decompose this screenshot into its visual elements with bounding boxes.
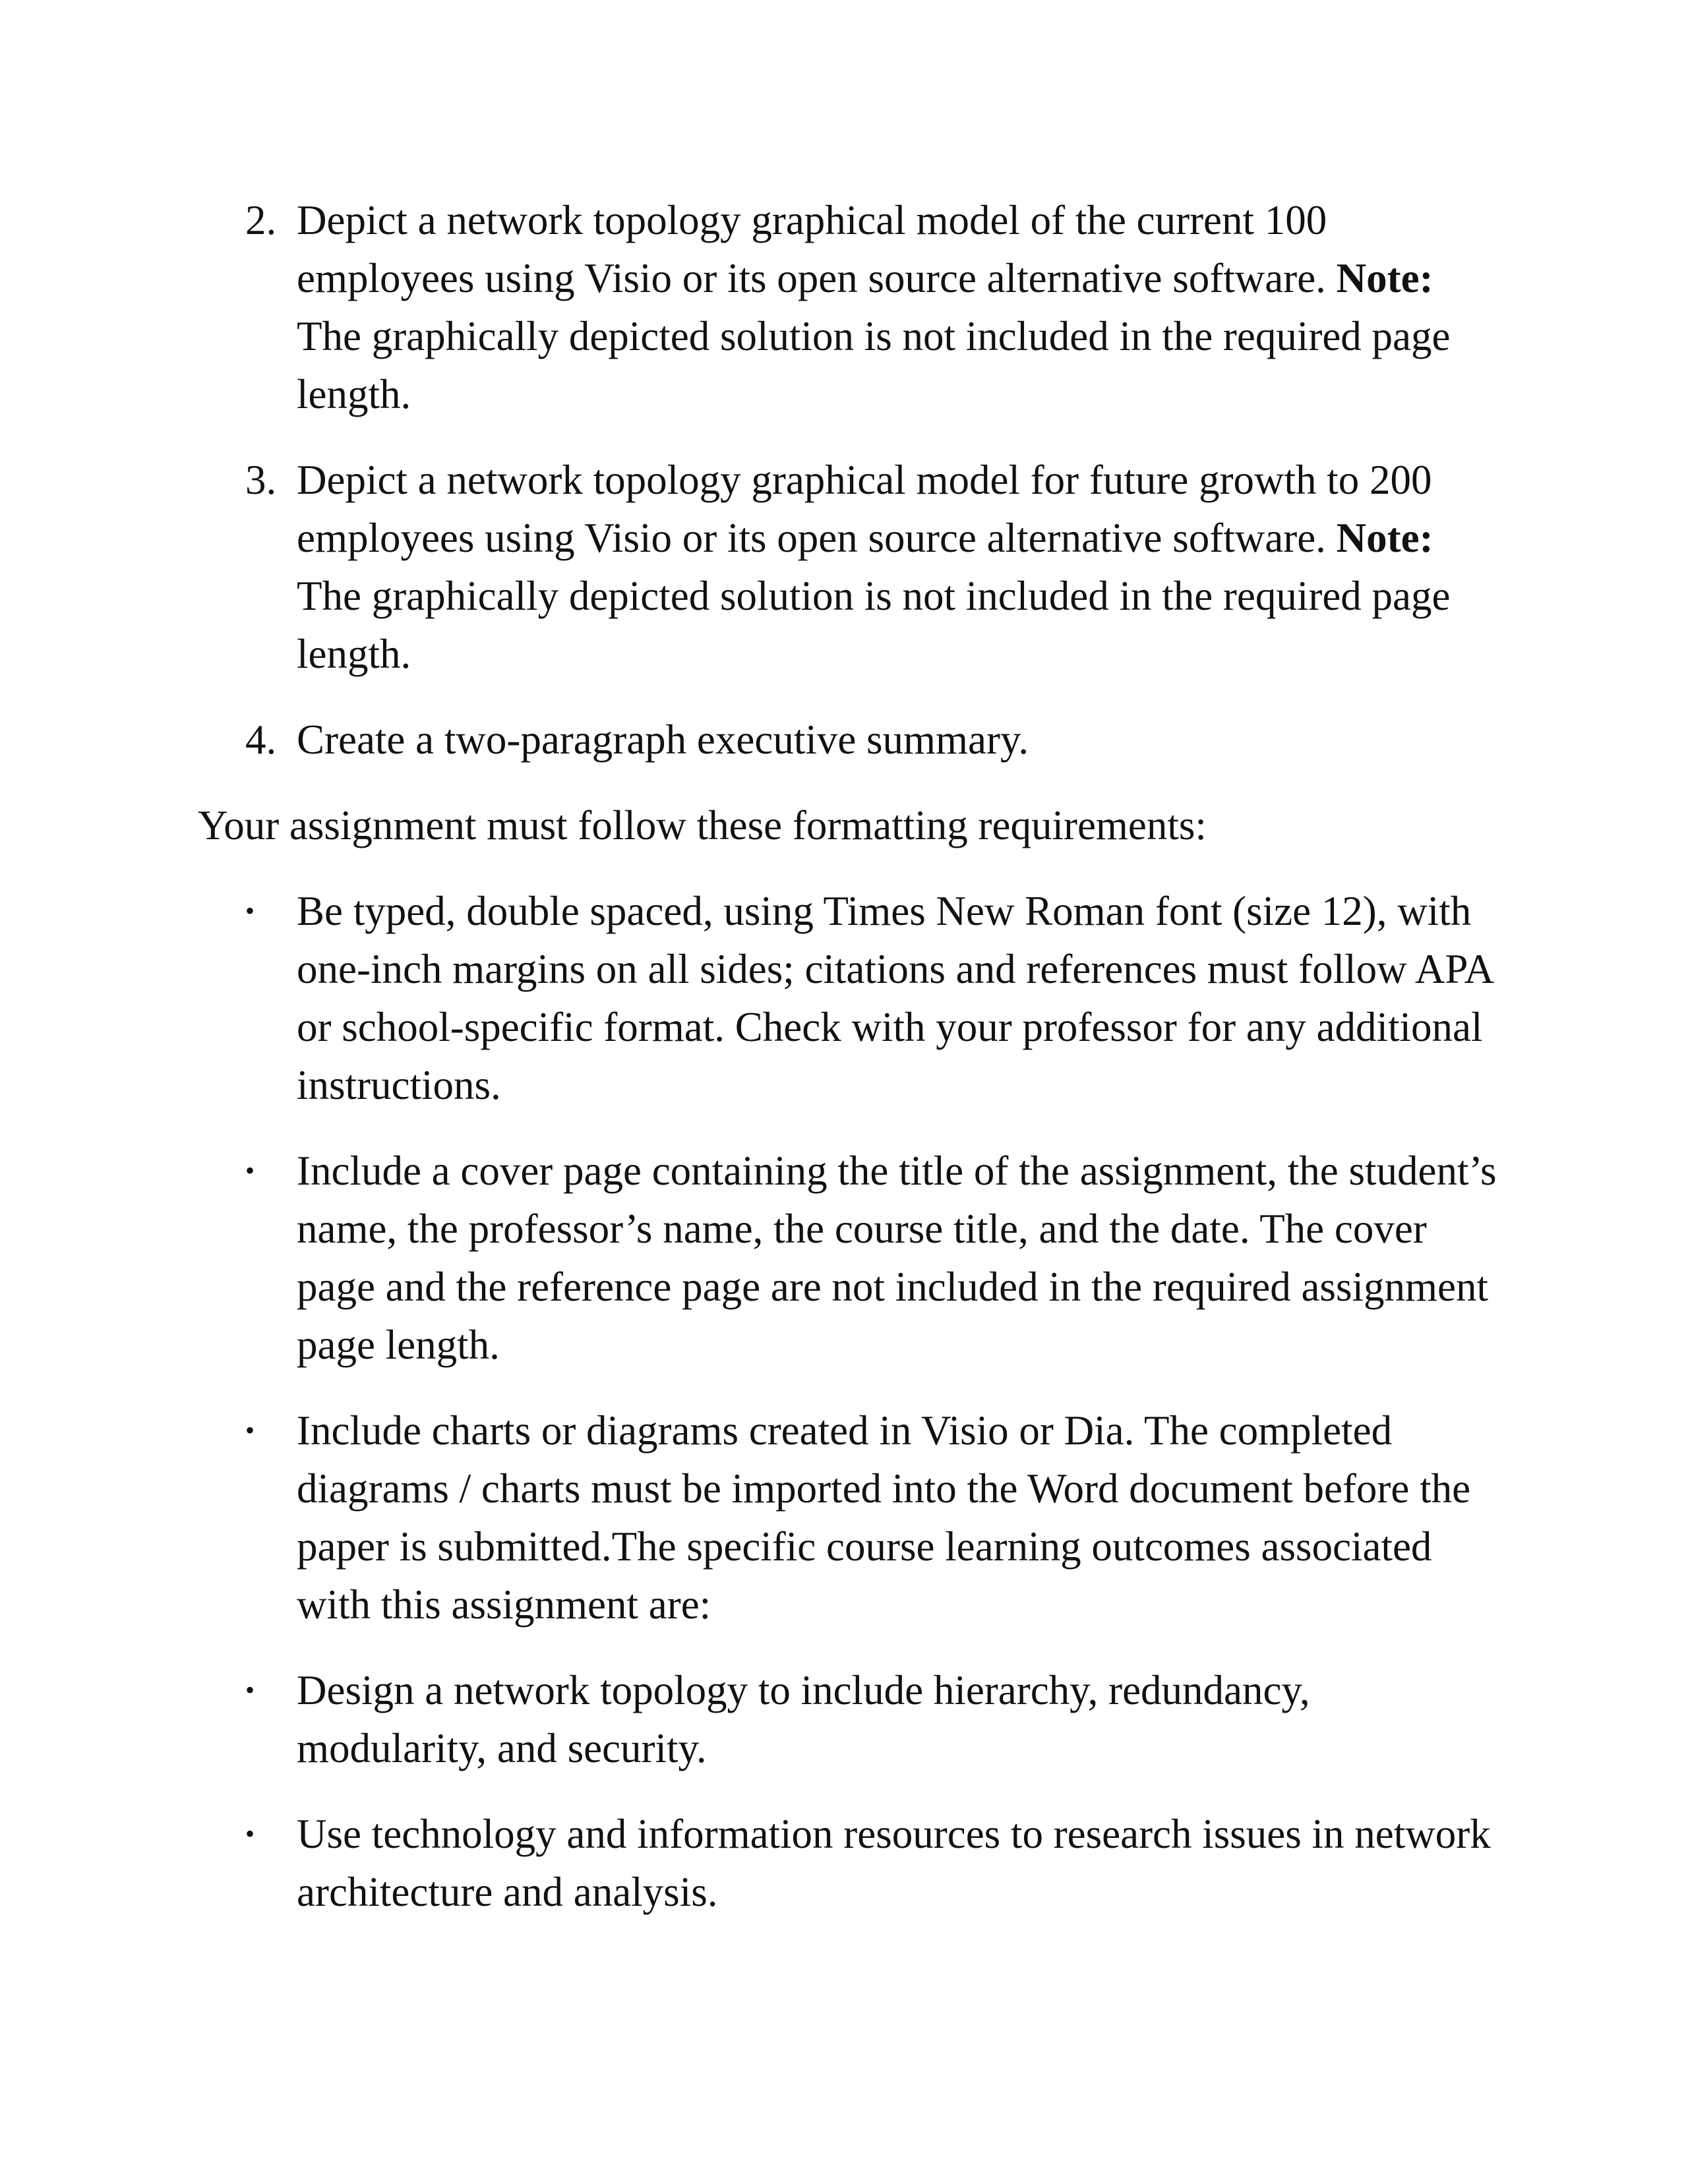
item-text: Depict a network topology graphical model for future growth to 200 employees using Visio or its open source alternative software. (297, 457, 1432, 561)
bullet-text: Design a network topology to include hierarchy, redundancy, modularity, and security. (297, 1667, 1310, 1771)
list-number: 2. (245, 197, 277, 243)
item-text: Create a two-paragraph executive summary. (297, 717, 1029, 763)
list-item (198, 711, 1503, 769)
bullet-icon: • (245, 1819, 255, 1848)
note-label: Note: (1336, 255, 1433, 301)
list-item (198, 451, 1503, 683)
item-text-continued: The graphically depicted solution is not included in the required page length. (297, 573, 1451, 677)
list-number: 3. (245, 457, 277, 503)
bullet-item (198, 1142, 1503, 1374)
list-number: 4. (245, 717, 277, 763)
bullet-text: Include a cover page containing the title of the assignment, the student’s name, the professor’s name, the course title, and the date. The cover page and the reference page are not included in the required assignment page length. (297, 1148, 1497, 1368)
bullet-item (198, 1661, 1503, 1777)
bullet-text: Be typed, double spaced, using Times New Roman font (size 12), with one-inch margins on all sides; citations and references must follow APA or school-specific format. Check with your professor for any additional instructions. (297, 888, 1492, 1108)
bullet-text: Include charts or diagrams created in Visio or Dia. The completed diagrams / charts must be imported into the Word document before the paper is submitted.The specific course learning outcomes associated with this assignment are: (297, 1407, 1471, 1628)
bullet-icon: • (245, 896, 255, 926)
bullet-item (198, 1402, 1503, 1634)
bullet-text: Use technology and information resources to research issues in network architecture and analysis. (297, 1811, 1491, 1915)
item-text-continued: The graphically depicted solution is not included in the required page length. (297, 313, 1451, 417)
note-label: Note: (1336, 515, 1433, 561)
list-item (198, 191, 1503, 423)
bullet-item (198, 1805, 1503, 1921)
bullet-icon: • (245, 1415, 255, 1445)
bullet-icon: • (245, 1156, 255, 1185)
formatting-intro: Your assignment must follow these formatting requirements: (198, 802, 1207, 848)
bullet-list (198, 882, 1503, 1921)
bullet-item (198, 882, 1503, 1114)
document-body (198, 191, 1503, 1949)
numbered-list (198, 191, 1503, 769)
bullet-icon: • (245, 1675, 255, 1705)
item-text: Depict a network topology graphical model of the current 100 employees using Visio or its open source alternative software. (297, 197, 1327, 301)
